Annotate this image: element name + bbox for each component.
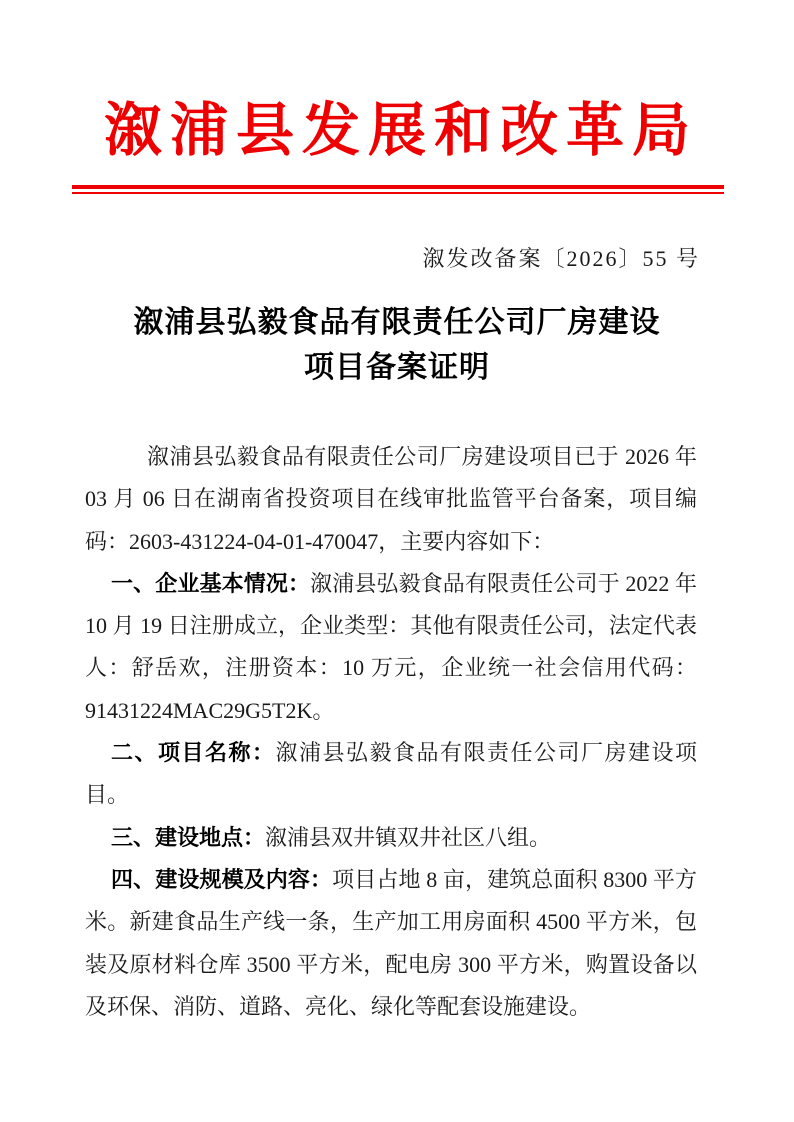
document-reference-number: 溆发改备案〔2026〕55 号 [422,246,700,271]
paragraph-section-2 [85,732,697,817]
section-2-text: 溆浦县弘毅食品有限责任公司厂房建设项目。 [85,740,697,808]
section-2-label: 二、项目名称： [111,740,276,766]
divider-thin-line [72,192,724,194]
section-1-label: 一、企业基本情况： [111,570,311,596]
section-4-label: 四、建设规模及内容： [111,866,333,892]
paragraph-intro-text: 溆浦县弘毅食品有限责任公司厂房建设项目已于 2026 年 03 月 06 日在湖南省投资项目在线审批监管平台备案，项目编码：2603-431224-04-01-470047，主要内容如下： [85,444,697,554]
agency-letterhead-title: 溆浦县发展和改革局 [103,98,698,163]
paragraph-section-1 [85,563,697,732]
paragraph-section-4 [85,859,697,1028]
paragraph-intro [85,436,697,563]
document-title-line1: 溆浦县弘毅食品有限责任公司厂房建设 [133,306,661,339]
section-1-text: 溆浦县弘毅食品有限责任公司于 2022 年 10 月 19 日注册成立，企业类型：其他有限责任公司，法定代表人：舒岳欢，注册资本：10 万元，企业统一社会信用代码：91431224MAC29G5T2K。 [85,570,697,723]
section-3-text: 溆浦县双井镇双井社区八组。 [265,824,552,850]
document-body [85,436,697,1028]
section-4-text: 项目占地 8 亩，建筑总面积 8300 平方米。新建食品生产线一条，生产加工用房面积 4500 平方米，包装及原材料仓库 3500 平方米，配电房 300 平方米，购置设备以及环保、消防、道路、亮化、绿化等配套设施建设。 [85,866,697,1019]
document-title [0,300,794,390]
paragraph-section-3 [85,817,697,859]
section-3-label: 三、建设地点： [111,824,266,850]
letterhead-divider [72,185,724,194]
document-title-line2: 项目备案证明 [304,351,490,384]
